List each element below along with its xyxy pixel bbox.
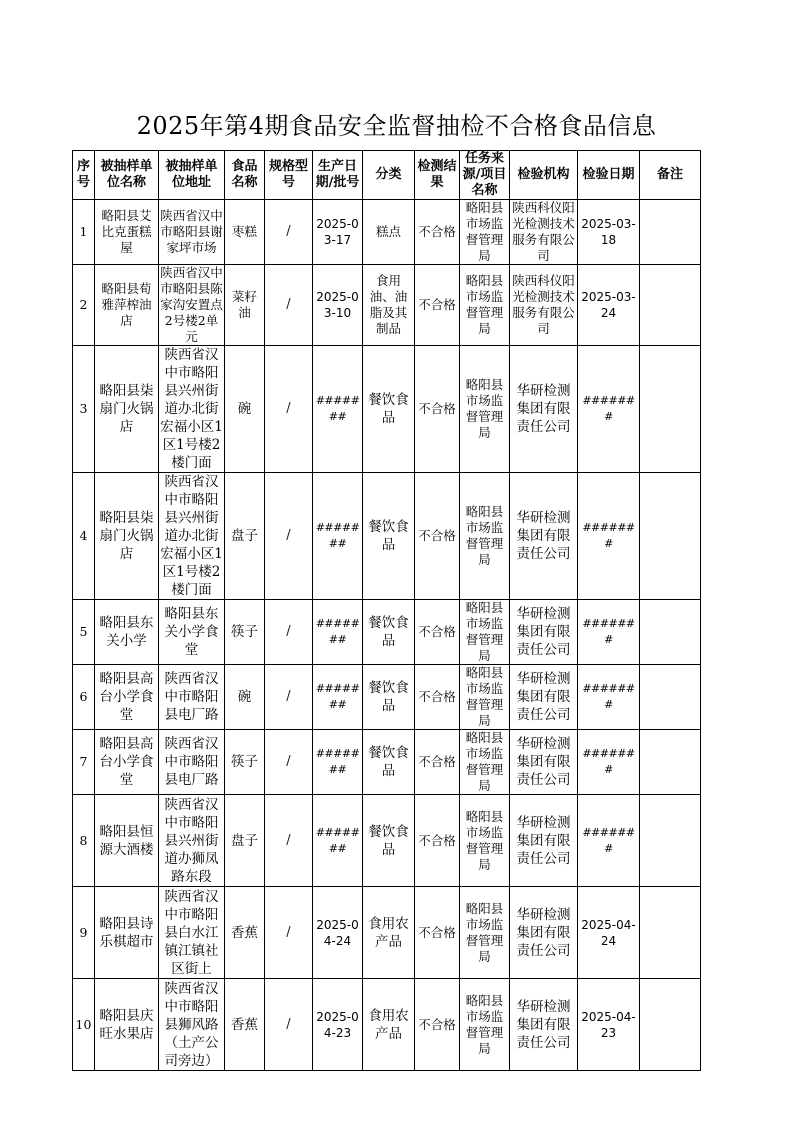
header-cell: 检验机构 (510, 151, 578, 200)
inspection-date: ####### (578, 346, 640, 473)
inspection-date: ####### (578, 473, 640, 600)
sampled-unit-name: 略阳县高台小学食堂 (95, 730, 159, 795)
inspection-date: 2025-03-18 (578, 200, 640, 265)
row-number: 8 (73, 795, 95, 887)
header-cell: 规格型号 (265, 151, 313, 200)
inspection-org: 华研检测集团有限责任公司 (510, 730, 578, 795)
inspection-org: 华研检测集团有限责任公司 (510, 346, 578, 473)
header-cell: 备注 (640, 151, 701, 200)
row-number: 7 (73, 730, 95, 795)
header-cell: 生产日期/批号 (313, 151, 363, 200)
sampled-unit-address: 陕西省汉中市略阳县电厂路 (159, 665, 225, 730)
row-number: 10 (73, 979, 95, 1071)
test-result: 不合格 (415, 979, 460, 1071)
remark (640, 265, 701, 346)
inspection-table (72, 150, 701, 1071)
spec-model: / (265, 600, 313, 665)
table-row (73, 600, 701, 665)
sampled-unit-name: 略阳县诗乐棋超市 (95, 887, 159, 979)
production-date: ####### (313, 795, 363, 887)
table-row (73, 265, 701, 346)
inspection-date: 2025-04-23 (578, 979, 640, 1071)
test-result: 不合格 (415, 200, 460, 265)
food-name: 筷子 (225, 730, 265, 795)
header-cell: 被抽样单位名称 (95, 151, 159, 200)
header-cell: 分类 (363, 151, 415, 200)
inspection-org: 华研检测集团有限责任公司 (510, 795, 578, 887)
food-name: 碗 (225, 346, 265, 473)
inspection-date: ####### (578, 600, 640, 665)
task-source: 略阳县市场监督管理局 (460, 473, 510, 600)
inspection-org: 陕西科仪阳光检测技术服务有限公司 (510, 200, 578, 265)
production-date: 2025-04-23 (313, 979, 363, 1071)
spec-model: / (265, 265, 313, 346)
task-source: 略阳县市场监督管理局 (460, 200, 510, 265)
inspection-org: 华研检测集团有限责任公司 (510, 979, 578, 1071)
sampled-unit-address: 陕西省汉中市略阳县谢家坪市场 (159, 200, 225, 265)
category: 食用农产品 (363, 887, 415, 979)
sampled-unit-address: 陕西省汉中市略阳县电厂路 (159, 730, 225, 795)
category: 餐饮食品 (363, 795, 415, 887)
task-source: 略阳县市场监督管理局 (460, 665, 510, 730)
test-result: 不合格 (415, 473, 460, 600)
test-result: 不合格 (415, 795, 460, 887)
food-name: 菜籽油 (225, 265, 265, 346)
table-row (73, 887, 701, 979)
test-result: 不合格 (415, 887, 460, 979)
sampled-unit-address: 陕西省汉中市略阳县兴州街道办狮凤路东段 (159, 795, 225, 887)
spec-model: / (265, 887, 313, 979)
food-name: 香蕉 (225, 979, 265, 1071)
category: 食用油、油脂及其制品 (363, 265, 415, 346)
remark (640, 730, 701, 795)
table-row (73, 200, 701, 265)
production-date: ####### (313, 473, 363, 600)
header-cell: 食品名称 (225, 151, 265, 200)
food-name: 盘子 (225, 795, 265, 887)
header-cell: 任务来源/项目名称 (460, 151, 510, 200)
row-number: 9 (73, 887, 95, 979)
category: 餐饮食品 (363, 730, 415, 795)
spec-model: / (265, 979, 313, 1071)
sampled-unit-address: 陕西省汉中市略阳县白水江镇江镇社区街上 (159, 887, 225, 979)
sampled-unit-address: 略阳县东关小学食堂 (159, 600, 225, 665)
category: 餐饮食品 (363, 665, 415, 730)
inspection-org: 华研检测集团有限责任公司 (510, 665, 578, 730)
table-row (73, 665, 701, 730)
inspection-org: 陕西科仪阳光检测技术服务有限公司 (510, 265, 578, 346)
sampled-unit-name: 略阳县高台小学食堂 (95, 665, 159, 730)
header-cell: 检测结果 (415, 151, 460, 200)
task-source: 略阳县市场监督管理局 (460, 887, 510, 979)
row-number: 3 (73, 346, 95, 473)
header-cell: 被抽样单位地址 (159, 151, 225, 200)
production-date: ####### (313, 600, 363, 665)
row-number: 6 (73, 665, 95, 730)
remark (640, 600, 701, 665)
task-source: 略阳县市场监督管理局 (460, 600, 510, 665)
category: 餐饮食品 (363, 600, 415, 665)
table-row (73, 795, 701, 887)
sampled-unit-name: 略阳县东关小学 (95, 600, 159, 665)
spec-model: / (265, 665, 313, 730)
inspection-org: 华研检测集团有限责任公司 (510, 600, 578, 665)
sampled-unit-name: 略阳县柒扇门火锅店 (95, 346, 159, 473)
food-name: 枣糕 (225, 200, 265, 265)
remark (640, 887, 701, 979)
sampled-unit-name: 略阳县荀雅萍榨油店 (95, 265, 159, 346)
row-number: 1 (73, 200, 95, 265)
remark (640, 200, 701, 265)
header-cell: 序号 (73, 151, 95, 200)
spec-model: / (265, 473, 313, 600)
task-source: 略阳县市场监督管理局 (460, 346, 510, 473)
production-date: 2025-03-17 (313, 200, 363, 265)
table-row (73, 473, 701, 600)
spec-model: / (265, 200, 313, 265)
table-row (73, 979, 701, 1071)
sampled-unit-address: 陕西省汉中市略阳县兴州街道办北街宏福小区1区1号楼2楼门面 (160, 347, 223, 471)
row-number: 2 (73, 265, 95, 346)
production-date: ####### (313, 730, 363, 795)
row-number: 4 (73, 473, 95, 600)
remark (640, 795, 701, 887)
sampled-unit-name: 略阳县柒扇门火锅店 (95, 473, 159, 600)
remark (640, 473, 701, 600)
task-source: 略阳县市场监督管理局 (460, 265, 510, 346)
sampled-unit-address: 陕西省汉中市略阳县狮风路（土产公司旁边） (159, 979, 225, 1071)
production-date: ####### (313, 346, 363, 473)
row-number: 5 (73, 600, 95, 665)
sampled-unit-address: 陕西省汉中市略阳县陈家沟安置点2号楼2单元 (160, 265, 223, 344)
production-date: 2025-04-24 (313, 887, 363, 979)
header-cell: 检验日期 (578, 151, 640, 200)
remark (640, 665, 701, 730)
remark (640, 346, 701, 473)
test-result: 不合格 (415, 730, 460, 795)
production-date: 2025-03-10 (313, 265, 363, 346)
food-name: 筷子 (225, 600, 265, 665)
sampled-unit-name: 略阳县恒源大酒楼 (95, 795, 159, 887)
spec-model: / (265, 730, 313, 795)
inspection-date: ####### (578, 795, 640, 887)
task-source: 略阳县市场监督管理局 (460, 730, 510, 795)
inspection-date: 2025-04-24 (578, 887, 640, 979)
food-name: 香蕉 (225, 887, 265, 979)
category: 糕点 (363, 200, 415, 265)
inspection-org: 华研检测集团有限责任公司 (510, 887, 578, 979)
inspection-org: 华研检测集团有限责任公司 (510, 473, 578, 600)
test-result: 不合格 (415, 265, 460, 346)
production-date: ####### (313, 665, 363, 730)
spec-model: / (265, 795, 313, 887)
remark (640, 979, 701, 1071)
inspection-date: 2025-03-24 (578, 265, 640, 346)
inspection-date: ####### (578, 665, 640, 730)
category: 餐饮食品 (363, 346, 415, 473)
category: 餐饮食品 (363, 473, 415, 600)
test-result: 不合格 (415, 346, 460, 473)
table-row (73, 730, 701, 795)
sampled-unit-name: 略阳县庆旺水果店 (95, 979, 159, 1071)
test-result: 不合格 (415, 665, 460, 730)
table-row (73, 346, 701, 473)
spec-model: / (265, 346, 313, 473)
page-title: 2025年第4期食品安全监督抽检不合格食品信息 (136, 112, 657, 140)
category: 食用农产品 (363, 979, 415, 1071)
sampled-unit-address: 陕西省汉中市略阳县兴州街道办北街宏福小区1区1号楼2楼门面 (160, 474, 223, 598)
food-name: 盘子 (225, 473, 265, 600)
test-result: 不合格 (415, 600, 460, 665)
task-source: 略阳县市场监督管理局 (460, 795, 510, 887)
table-header-row (73, 151, 701, 200)
food-name: 碗 (225, 665, 265, 730)
inspection-date: ####### (578, 730, 640, 795)
task-source: 略阳县市场监督管理局 (460, 979, 510, 1071)
sampled-unit-name: 略阳县艾比克蛋糕屋 (95, 200, 159, 265)
